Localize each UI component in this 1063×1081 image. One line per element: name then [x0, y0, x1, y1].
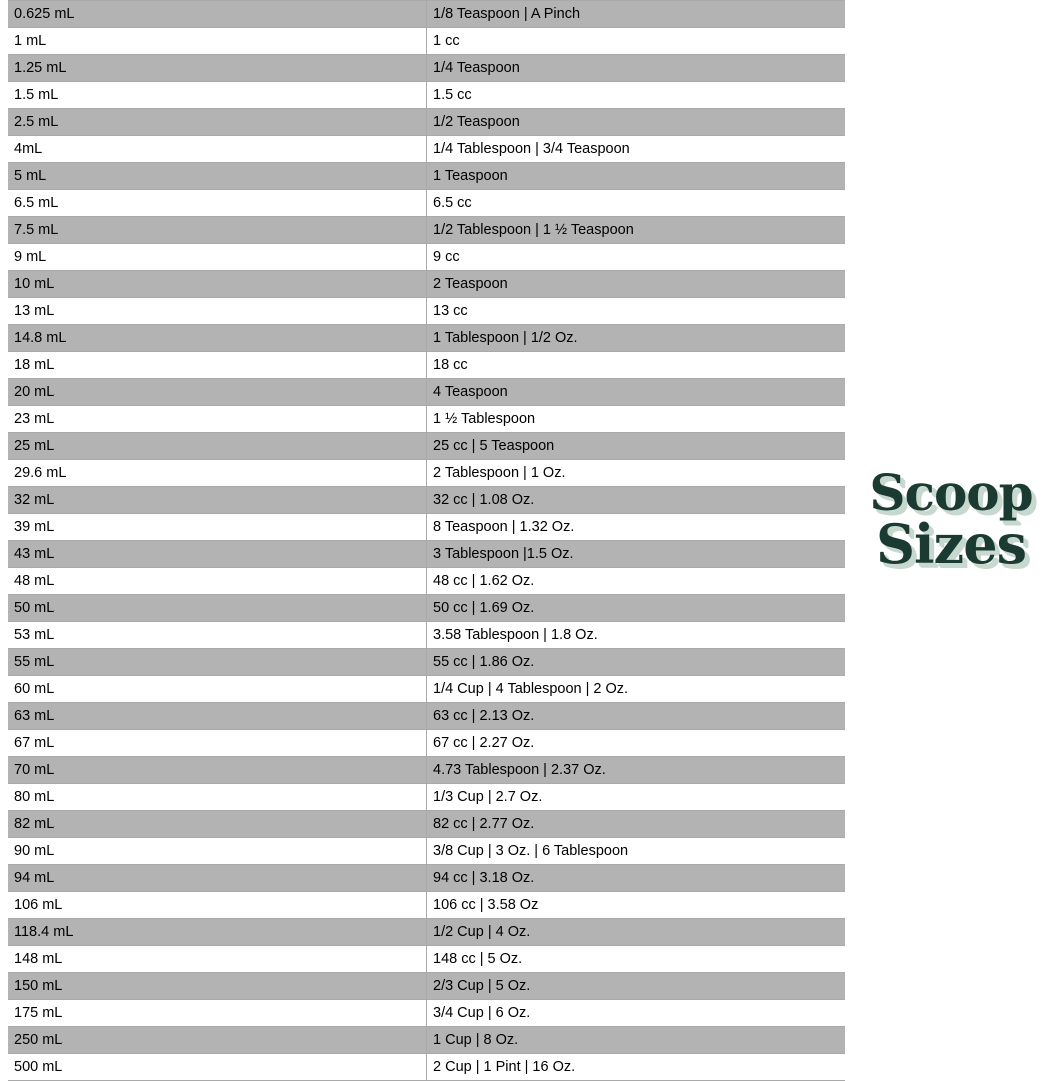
table-row — [8, 730, 845, 757]
cell-volume-ml: 13 mL — [8, 298, 427, 325]
cell-equivalent: 82 cc | 2.77 Oz. — [427, 811, 846, 838]
cell-equivalent: 2/3 Cup | 5 Oz. — [427, 973, 846, 1000]
table-row — [8, 325, 845, 352]
table-row — [8, 703, 845, 730]
cell-volume-ml: 43 mL — [8, 541, 427, 568]
cell-volume-ml: 5 mL — [8, 163, 427, 190]
table-row — [8, 973, 845, 1000]
table-row — [8, 946, 845, 973]
table-row — [8, 892, 845, 919]
table-row — [8, 271, 845, 298]
table-row — [8, 784, 845, 811]
cell-equivalent: 1/4 Tablespoon | 3/4 Teaspoon — [427, 136, 846, 163]
table-row — [8, 433, 845, 460]
table-row — [8, 352, 845, 379]
table-row — [8, 244, 845, 271]
cell-equivalent: 106 cc | 3.58 Oz — [427, 892, 846, 919]
cell-equivalent: 3.58 Tablespoon | 1.8 Oz. — [427, 622, 846, 649]
cell-equivalent: 1.5 cc — [427, 82, 846, 109]
cell-equivalent: 4 Teaspoon — [427, 379, 846, 406]
cell-volume-ml: 90 mL — [8, 838, 427, 865]
table-row — [8, 865, 845, 892]
cell-volume-ml: 500 mL — [8, 1054, 427, 1081]
cell-volume-ml: 148 mL — [8, 946, 427, 973]
cell-volume-ml: 250 mL — [8, 1027, 427, 1054]
cell-volume-ml: 25 mL — [8, 433, 427, 460]
cell-volume-ml: 32 mL — [8, 487, 427, 514]
cell-equivalent: 13 cc — [427, 298, 846, 325]
cell-equivalent: 1 Cup | 8 Oz. — [427, 1027, 846, 1054]
table-row — [8, 460, 845, 487]
cell-equivalent: 3/8 Cup | 3 Oz. | 6 Tablespoon — [427, 838, 846, 865]
cell-volume-ml: 20 mL — [8, 379, 427, 406]
cell-volume-ml: 39 mL — [8, 514, 427, 541]
cell-equivalent: 2 Tablespoon | 1 Oz. — [427, 460, 846, 487]
cell-equivalent: 1/2 Teaspoon — [427, 109, 846, 136]
cell-volume-ml: 118.4 mL — [8, 919, 427, 946]
table-row — [8, 136, 845, 163]
table-row — [8, 919, 845, 946]
logo-line-sizes: Sizes — [876, 512, 1026, 576]
cell-equivalent: 1/2 Cup | 4 Oz. — [427, 919, 846, 946]
table-row — [8, 190, 845, 217]
cell-equivalent: 1/3 Cup | 2.7 Oz. — [427, 784, 846, 811]
table-row — [8, 406, 845, 433]
cell-volume-ml: 1 mL — [8, 28, 427, 55]
table-row — [8, 568, 845, 595]
cell-volume-ml: 2.5 mL — [8, 109, 427, 136]
cell-equivalent: 55 cc | 1.86 Oz. — [427, 649, 846, 676]
cell-volume-ml: 1.5 mL — [8, 82, 427, 109]
table-row — [8, 487, 845, 514]
table-row — [8, 28, 845, 55]
cell-equivalent: 1 Tablespoon | 1/2 Oz. — [427, 325, 846, 352]
cell-equivalent: 50 cc | 1.69 Oz. — [427, 595, 846, 622]
cell-equivalent: 1/8 Teaspoon | A Pinch — [427, 1, 846, 28]
cell-volume-ml: 82 mL — [8, 811, 427, 838]
cell-volume-ml: 94 mL — [8, 865, 427, 892]
table-row — [8, 541, 845, 568]
cell-volume-ml: 70 mL — [8, 757, 427, 784]
cell-equivalent: 67 cc | 2.27 Oz. — [427, 730, 846, 757]
cell-equivalent: 48 cc | 1.62 Oz. — [427, 568, 846, 595]
table-row — [8, 838, 845, 865]
table-row — [8, 163, 845, 190]
table-row — [8, 109, 845, 136]
table-row — [8, 622, 845, 649]
cell-volume-ml: 7.5 mL — [8, 217, 427, 244]
cell-volume-ml: 23 mL — [8, 406, 427, 433]
cell-volume-ml: 175 mL — [8, 1000, 427, 1027]
cell-volume-ml: 150 mL — [8, 973, 427, 1000]
table-row — [8, 676, 845, 703]
cell-equivalent: 9 cc — [427, 244, 846, 271]
cell-equivalent: 63 cc | 2.13 Oz. — [427, 703, 846, 730]
cell-volume-ml: 14.8 mL — [8, 325, 427, 352]
cell-volume-ml: 53 mL — [8, 622, 427, 649]
cell-equivalent: 8 Teaspoon | 1.32 Oz. — [427, 514, 846, 541]
cell-volume-ml: 0.625 mL — [8, 1, 427, 28]
cell-volume-ml: 4mL — [8, 136, 427, 163]
table-row — [8, 595, 845, 622]
table-row — [8, 379, 845, 406]
cell-equivalent: 3 Tablespoon |1.5 Oz. — [427, 541, 846, 568]
cell-equivalent: 1/4 Cup | 4 Tablespoon | 2 Oz. — [427, 676, 846, 703]
cell-equivalent: 3/4 Cup | 6 Oz. — [427, 1000, 846, 1027]
table-row — [8, 811, 845, 838]
cell-equivalent: 1/2 Tablespoon | 1 ½ Teaspoon — [427, 217, 846, 244]
table-row — [8, 649, 845, 676]
cell-volume-ml: 80 mL — [8, 784, 427, 811]
cell-volume-ml: 106 mL — [8, 892, 427, 919]
scoop-sizes-logo — [846, 463, 1056, 600]
cell-volume-ml: 48 mL — [8, 568, 427, 595]
cell-volume-ml: 10 mL — [8, 271, 427, 298]
cell-equivalent: 4.73 Tablespoon | 2.37 Oz. — [427, 757, 846, 784]
cell-volume-ml: 18 mL — [8, 352, 427, 379]
cell-equivalent: 148 cc | 5 Oz. — [427, 946, 846, 973]
table-row — [8, 298, 845, 325]
cell-equivalent: 94 cc | 3.18 Oz. — [427, 865, 846, 892]
cell-volume-ml: 1.25 mL — [8, 55, 427, 82]
scoop-size-conversion-table — [8, 0, 845, 1081]
table-row — [8, 1054, 845, 1081]
table-row — [8, 1027, 845, 1054]
cell-equivalent: 6.5 cc — [427, 190, 846, 217]
cell-equivalent: 1 Teaspoon — [427, 163, 846, 190]
table-row — [8, 217, 845, 244]
cell-volume-ml: 29.6 mL — [8, 460, 427, 487]
cell-equivalent: 18 cc — [427, 352, 846, 379]
cell-volume-ml: 67 mL — [8, 730, 427, 757]
table-row — [8, 514, 845, 541]
table-row — [8, 55, 845, 82]
cell-equivalent: 1/4 Teaspoon — [427, 55, 846, 82]
table-row — [8, 757, 845, 784]
cell-volume-ml: 60 mL — [8, 676, 427, 703]
cell-volume-ml: 63 mL — [8, 703, 427, 730]
cell-equivalent: 32 cc | 1.08 Oz. — [427, 487, 846, 514]
conversion-table-body — [8, 1, 845, 1081]
cell-equivalent: 1 ½ Tablespoon — [427, 406, 846, 433]
logo-line-scoop: Scoop — [869, 463, 1033, 522]
table-row — [8, 1000, 845, 1027]
cell-volume-ml: 9 mL — [8, 244, 427, 271]
table-row — [8, 1, 845, 28]
table-row — [8, 82, 845, 109]
cell-equivalent: 2 Teaspoon — [427, 271, 846, 298]
cell-volume-ml: 55 mL — [8, 649, 427, 676]
cell-equivalent: 25 cc | 5 Teaspoon — [427, 433, 846, 460]
cell-equivalent: 2 Cup | 1 Pint | 16 Oz. — [427, 1054, 846, 1081]
cell-volume-ml: 50 mL — [8, 595, 427, 622]
cell-volume-ml: 6.5 mL — [8, 190, 427, 217]
cell-equivalent: 1 cc — [427, 28, 846, 55]
